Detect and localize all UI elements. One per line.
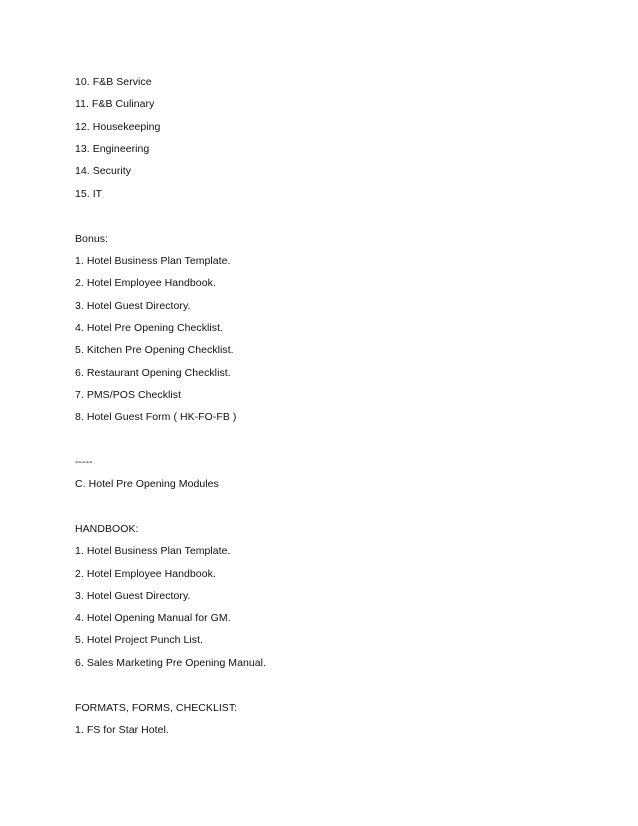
bonus-item-pms-pos-checklist: 7. PMS/POS Checklist — [75, 389, 182, 401]
handbook-item-punch-list: 5. Hotel Project Punch List. — [75, 634, 204, 646]
section-heading-handbook: HANDBOOK: — [75, 523, 139, 535]
list-item-security: 14. Security — [75, 165, 132, 177]
bonus-item-employee-handbook: 2. Hotel Employee Handbook. — [75, 277, 216, 289]
handbook-item-business-plan: 1. Hotel Business Plan Template. — [75, 545, 231, 557]
bonus-item-kitchen-checklist: 5. Kitchen Pre Opening Checklist. — [75, 344, 234, 356]
list-item-it: 15. IT — [75, 188, 103, 200]
section-heading-formats-forms-checklist: FORMATS, FORMS, CHECKLIST: — [75, 702, 238, 714]
list-item-fb-service: 10. F&B Service — [75, 76, 152, 88]
handbook-item-sales-marketing-manual: 6. Sales Marketing Pre Opening Manual. — [75, 657, 267, 669]
section-heading-bonus: Bonus: — [75, 233, 108, 245]
bonus-item-business-plan: 1. Hotel Business Plan Template. — [75, 255, 231, 267]
handbook-item-employee-handbook: 2. Hotel Employee Handbook. — [75, 568, 216, 580]
handbook-item-guest-directory: 3. Hotel Guest Directory. — [75, 590, 191, 602]
handbook-item-opening-manual: 4. Hotel Opening Manual for GM. — [75, 612, 231, 624]
section-heading-pre-opening-modules: C. Hotel Pre Opening Modules — [75, 478, 219, 490]
list-item-engineering: 13. Engineering — [75, 143, 150, 155]
bonus-item-guest-form: 8. Hotel Guest Form ( HK-FO-FB ) — [75, 411, 237, 423]
separator-dashes: ----- — [75, 456, 93, 468]
bonus-item-pre-opening-checklist: 4. Hotel Pre Opening Checklist. — [75, 322, 224, 334]
bonus-item-restaurant-checklist: 6. Restaurant Opening Checklist. — [75, 367, 231, 379]
list-item-fb-culinary: 11. F&B Culinary — [75, 98, 155, 110]
formats-item-fs-star-hotel: 1. FS for Star Hotel. — [75, 724, 169, 736]
list-item-housekeeping: 12. Housekeeping — [75, 121, 161, 133]
bonus-item-guest-directory: 3. Hotel Guest Directory. — [75, 300, 191, 312]
